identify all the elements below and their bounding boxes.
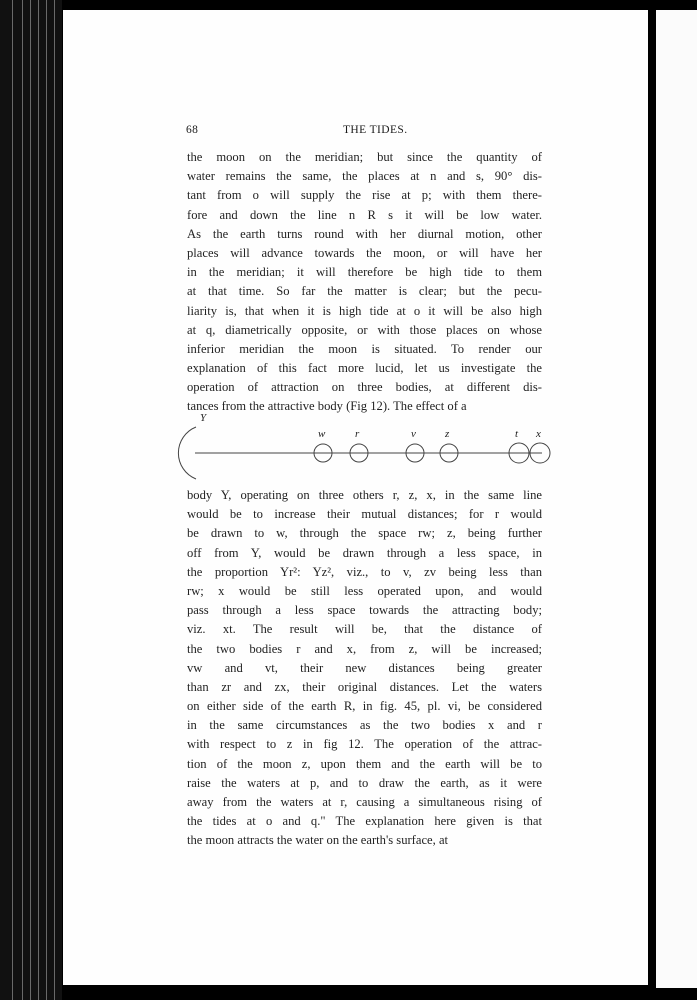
text-line: raise the waters at p, and to draw the earth, as it were (187, 775, 542, 790)
text-line: explanation of this fact more lucid, let us investigate the (187, 361, 542, 376)
text-line: off from Y, would be drawn through a less space, in (187, 545, 542, 560)
label-v: v (411, 428, 416, 440)
text-line: fore and down the line n R s it will be low water. (187, 207, 542, 222)
paragraph-top (187, 148, 542, 417)
facing-page-edge (656, 10, 697, 988)
text-line: at that time. So far the matter is clear; but the pecu- (187, 284, 542, 299)
text-line: As the earth turns round with her diurnal motion, other (187, 226, 542, 241)
label-Y: Y (200, 412, 207, 424)
text-line: at q, diametrically opposite, or with those places on whose (187, 322, 542, 337)
paragraph-bottom (187, 486, 542, 851)
text-line: tances from the attractive body (Fig 12). The effect of a (187, 399, 467, 414)
text-line: tion of the moon z, upon them and the earth will be to (187, 756, 542, 771)
text-line: with respect to z in fig 12. The operation of the attrac- (187, 737, 542, 752)
text-line: inferior meridian the moon is situated. To render our (187, 341, 542, 356)
label-r: r (355, 428, 360, 440)
text-line: body Y, operating on three others r, z, x, in the same line (187, 488, 542, 502)
text-line: the moon attracts the water on the earth's surface, at (187, 833, 449, 848)
text-line: water remains the same, the places at n and s, 90° dis- (187, 169, 542, 184)
text-line: be drawn to w, through the space rw; z, being further (187, 526, 542, 541)
label-w: w (318, 428, 326, 440)
text-line: in the meridian; it will therefore be high tide to them (187, 265, 542, 280)
text-line: the two bodies r and x, from z, will be increased; (187, 641, 542, 656)
text-line: in the same circumstances as the two bodies x and r (187, 718, 542, 733)
body-Y-arc (178, 427, 196, 479)
text-line: away from the waters at r, causing a simultaneous rising of (187, 795, 542, 809)
text-line: the tides at o and q." The explanation here given is that (187, 814, 542, 829)
text-line: would be to increase their mutual distances; for r would (187, 507, 542, 522)
text-line: viz. xt. The result will be, that the distance of (187, 622, 542, 637)
page-gap (648, 0, 656, 1000)
book-spine (0, 0, 62, 1000)
page-header (0, 124, 697, 140)
text-line: than zr and zx, their original distances. Let the waters (187, 679, 542, 694)
text-line: tant from o will supply the rise at p; with them there- (187, 188, 542, 203)
text-line: the moon on the meridian; but since the quantity of (187, 150, 542, 164)
running-title: THE TIDES. (343, 124, 408, 136)
page-number: 68 (186, 124, 199, 136)
text-line: liarity is, that when it is high tide at o it will be also high (187, 303, 542, 318)
text-line: operation of attraction on three bodies, at different dis- (187, 380, 542, 395)
label-x: x (536, 428, 541, 440)
text-line: on either side of the earth R, in fig. 45, pl. vi, be considered (187, 699, 542, 714)
label-z: z (445, 428, 450, 440)
label-t: t (515, 428, 519, 440)
figure-12-diagram (170, 408, 560, 488)
text-line: rw; x would be still less operated upon, and would (187, 583, 542, 598)
text-line: places will advance towards the moon, or will have her (187, 245, 542, 260)
text-line: the proportion Yr²: Yz², viz., to v, zv being less than (187, 564, 542, 579)
text-line: vw and vt, their new distances being greater (187, 660, 542, 675)
text-line: pass through a less space towards the attracting body; (187, 603, 542, 618)
